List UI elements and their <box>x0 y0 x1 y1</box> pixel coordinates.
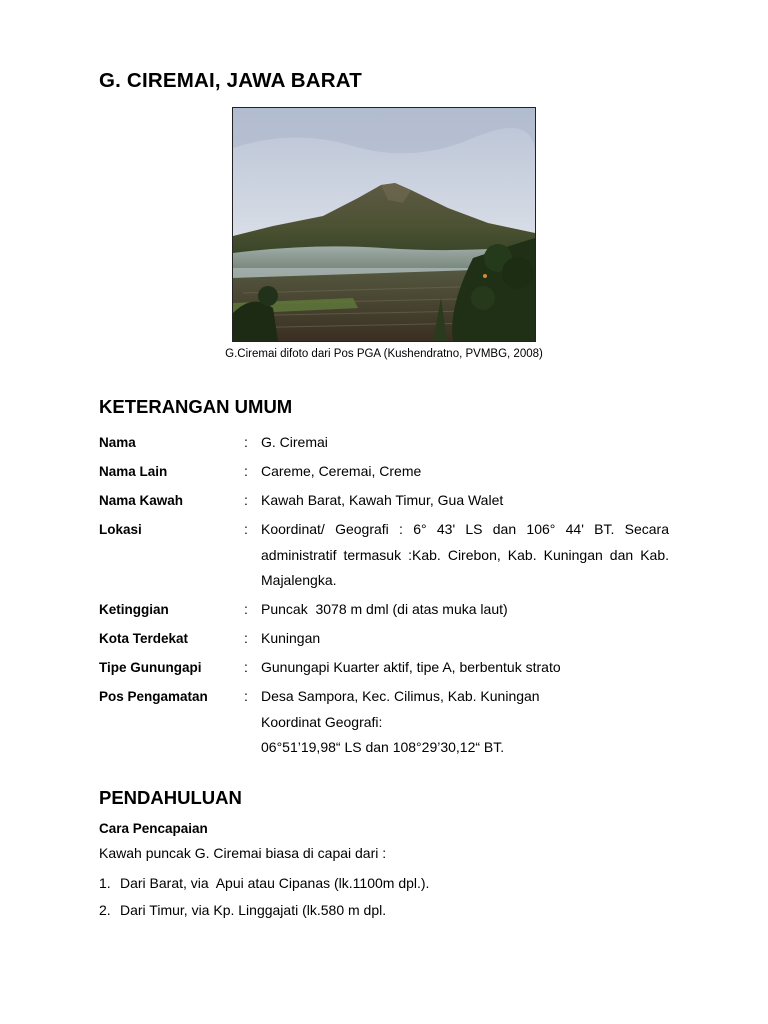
section-heading-keterangan: KETERANGAN UMUM <box>99 396 293 417</box>
intro-paragraph: Kawah puncak G. Ciremai biasa di capai dari : <box>99 845 387 861</box>
info-value: Careme, Ceremai, Creme <box>261 463 422 479</box>
list-number: 2. <box>99 901 111 918</box>
info-value: Puncak 3078 m dml (di atas muka laut) <box>261 601 508 617</box>
info-label: Lokasi <box>99 522 142 537</box>
route-list <box>99 870 429 923</box>
info-row-nama-kawah <box>99 488 669 517</box>
list-item <box>99 897 429 924</box>
info-label: Nama <box>99 435 136 450</box>
info-row-ketinggian <box>99 597 669 626</box>
section-heading-pendahuluan: PENDAHULUAN <box>99 787 242 808</box>
info-colon: : <box>244 463 248 479</box>
info-value: Kuningan <box>261 630 321 646</box>
list-number: 1. <box>99 875 111 891</box>
info-row-nama <box>99 430 669 459</box>
info-colon: : <box>244 688 248 704</box>
list-text: Dari Timur, via Kp. Linggajati (lk.580 m dpl. <box>120 901 387 918</box>
info-colon: : <box>244 601 248 617</box>
info-value-line: Desa Sampora, Kec. Cilimus, Kab. Kuningan <box>261 688 540 704</box>
info-table <box>99 430 669 764</box>
info-label: Ketinggian <box>99 602 169 617</box>
info-value: G. Ciremai <box>261 434 328 450</box>
info-label: Kota Terdekat <box>99 631 189 646</box>
info-label: Pos Pengamatan <box>99 689 208 704</box>
info-value: Kawah Barat, Kawah Timur, Gua Walet <box>261 492 504 508</box>
subheading-cara-pencapaian: Cara Pencapaian <box>99 821 208 836</box>
list-item <box>99 870 429 897</box>
info-row-lokasi <box>99 517 669 597</box>
list-text: Dari Barat, via Apui atau Cipanas (lk.1100m dpl.). <box>120 875 430 891</box>
volcano-photo <box>232 107 536 342</box>
info-value <box>261 684 669 761</box>
info-row-kota-terdekat <box>99 626 669 655</box>
info-colon: : <box>244 630 248 646</box>
page-title: G. CIREMAI, JAWA BARAT <box>99 69 362 92</box>
info-row-nama-lain <box>99 459 669 488</box>
info-colon: : <box>244 659 248 675</box>
info-row-pos-pengamatan <box>99 684 669 764</box>
info-colon: : <box>244 434 248 450</box>
info-value: Gunungapi Kuarter aktif, tipe A, berbentuk strato <box>261 659 561 675</box>
info-label: Nama Lain <box>99 464 168 479</box>
info-row-tipe-gunungapi <box>99 655 669 684</box>
info-value-line: 06°51’19,98“ LS dan 108°29’30,12“ BT. <box>261 739 505 755</box>
info-value-line: Koordinat Geografi: <box>261 713 383 730</box>
info-colon: : <box>244 492 248 508</box>
info-label: Tipe Gunungapi <box>99 660 202 675</box>
info-label: Nama Kawah <box>99 493 184 508</box>
info-colon: : <box>244 521 248 537</box>
info-value: Koordinat/ Geografi : 6° 43' LS dan 106° 44' BT. Secara administratif termasuk :Kab. Cirebon, Kab. Kuningan dan Kab. Majalengka. <box>261 521 669 588</box>
photo-caption: G.Ciremai difoto dari Pos PGA (Kushendratno, PVMBG, 2008) <box>225 348 543 360</box>
